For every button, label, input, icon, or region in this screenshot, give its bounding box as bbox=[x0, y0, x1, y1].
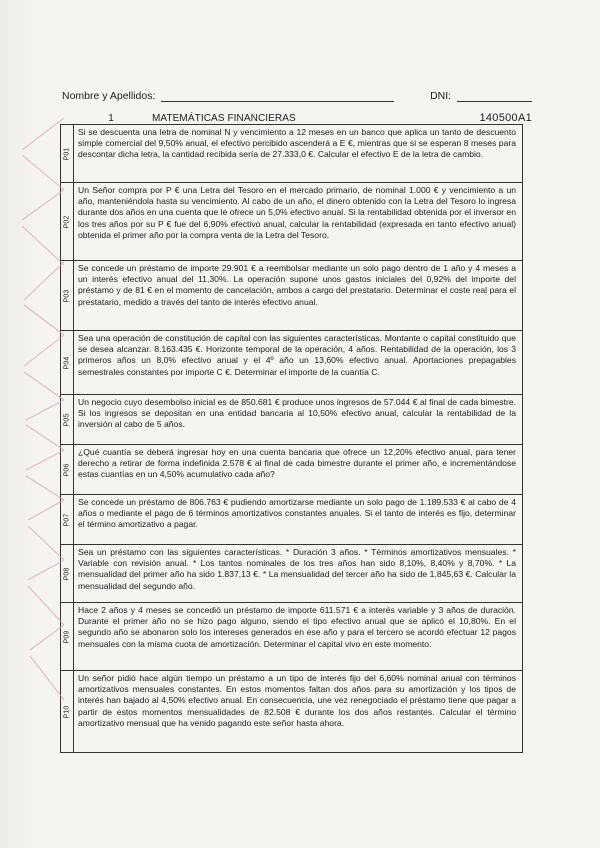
problem-text: Sea un préstamo con las siguientes características. * Duración 3 años. * Términos amortizativos mensuales. * Variable con revisión anual. * Los tantos nominales de los tres años han sido 8,10%, 8,40% y 8,70%. * La mensualidad del primer año ha sido 1.837,13 €. * La mensualidad del tercer año ha sido de 1.845,63 €. Calcular la mensualidad del segundo año. bbox=[78, 547, 516, 591]
problem-tag: P01 bbox=[61, 125, 74, 182]
problem-row bbox=[61, 495, 522, 545]
subject-title: MATEMÁTICAS FINANCIERAS bbox=[152, 112, 296, 124]
dni-field[interactable] bbox=[457, 89, 532, 102]
problem-text: Un señor pidió hace algún tiempo un préstamo a un tipo de interés fijo del 6,60% nominal anual con términos amortizativos mensuales constantes. En estos momentos faltan dos años para su amortización y los tipos de interés han bajado al 4,50% efectivo anual. En consecuencia, une vez renegociado el préstamo tiene que pagar a partir de estos momentos mensualidades de 82.508 € durante los dos años restantes. Calcular el término amortizativo mensual que ha venido pagando este señor hasta ahora. bbox=[78, 673, 516, 728]
problem-tag: P08 bbox=[61, 545, 74, 602]
problem-tag: P09 bbox=[61, 603, 74, 670]
problem-tag: P04 bbox=[61, 331, 74, 394]
problem-row bbox=[61, 125, 522, 183]
problem-tag: P05 bbox=[61, 395, 74, 444]
name-label: Nombre y Apellidos: bbox=[62, 90, 156, 102]
problem-text: Hace 2 años y 4 meses se concedió un préstamo de importe 611.571 € a interés variable y 3 años de duración. Durante el primer año no se hizo pago alguno, siendo el tipo efectivo anual que se aplicó el 10,80%. En el segundo año se abonaron solo los intereses generados en ese año y para el tercero se acordó efectuar 12 pagos mensuales con la misma cuota de amortización. Determinar el capital vivo en este momento. bbox=[78, 605, 516, 649]
problem-tag: P03 bbox=[61, 261, 74, 330]
problem-row bbox=[61, 671, 522, 753]
problem-tag: P06 bbox=[61, 445, 74, 494]
problem-row bbox=[61, 261, 522, 331]
problem-text: Un negocio cuyo desembolso inicial es de 850.681 € produce unos ingresos de 57.044 € al final de cada bimestre. Si los ingresos se depositan en una entidad bancaria al 10,50% efectivo anual, calcular la rentabilidad de la inversión al cabo de 5 años. bbox=[78, 397, 516, 430]
problem-text: Si se descuenta una letra de nominal N y vencimiento a 12 meses en un banco que aplica un tanto de descuento simple comercial del 9,50% anual, el efectivo percibido ascenderá a E €, mientras que si se esperan 8 meses para descontar dicha letra, la cantidad recibida sería de 27.333,0 €. Calcular el efectivo E de la letra de cambio. bbox=[78, 127, 516, 160]
problem-text: Se concede un préstamo de 806.763 € pudiendo amortizarse mediante un solo pago de 1.189.533 € al cabo de 4 años o mediante el pago de 6 términos amortizativos constantes anuales. Si el tanto de interés es fijo, determinar el término amortizativo a pagar. bbox=[78, 497, 516, 530]
problem-row bbox=[61, 603, 522, 671]
problem-row bbox=[61, 395, 522, 445]
problem-row bbox=[61, 183, 522, 261]
exam-subheader bbox=[62, 111, 532, 125]
exam-code: 140500A1 bbox=[479, 112, 532, 124]
problem-tag: P02 bbox=[61, 183, 74, 260]
problem-tag: P07 bbox=[61, 495, 74, 544]
exam-number: 1 bbox=[108, 112, 114, 124]
problems-table bbox=[60, 124, 523, 753]
problem-text: ¿Qué cuantía se deberá ingresar hoy en una cuenta bancaria que ofrece un 12,20% efectivo anual, para tener derecho a retirar de forma indefinida 2.578 € al final de cada bimestre durante el primer año, e incrementándose estas cuantías en un 4,50% acumulativo cada año? bbox=[78, 447, 516, 480]
problem-text: Sea una operación de constitución de capital con las siguientes características. Montante o capital constituido que se desea alcanzar. 8.163.435 €. Horizonte temporal de la operación, 4 años. Rentabilidad de la operación, los 3 primeros años un 8,0% efectivo anual y el 4º año un 13,60% efectivo anual. Aportaciones prepagables semestrales constantes por importe C €. Determinar el importe de la cuantía C. bbox=[78, 333, 516, 377]
problem-text: Un Señor compra por P € una Letra del Tesoro en el mercado primario, de nominal 1.000 € y vencimiento a un año, manteniéndola hasta su vencimiento. Al cabo de un año, el dinero obtenido con la Letra del Tesoro lo ingresa durante dos años en una cuenta que le ofrece un 5,0% efectivo anual. Si la rentabilidad obtenida por el inversor en los tres años por su P € fue del 6,90% efectivo anual, calcular la rentabilidad (expresada en tanto efectivo anual) obtenida el primer año por la compra venta de la Letra del Tesoro. bbox=[78, 185, 516, 240]
problem-row bbox=[61, 445, 522, 495]
problem-text: Se concede un préstamo de importe 29.901 € a reembolsar mediante un solo pago dentro de 1 año y 4 meses a un interés efectivo anual del 11,30%. La operación supone unos gastos iniciales del 0,92% del importe del préstamo y de 81 € en el momento de cancelación, ambos a cargo del prestatario. Determinar el coste real para el prestatario, medido a través del tanto de interés efectivo anual. bbox=[78, 263, 516, 307]
problem-row bbox=[61, 331, 522, 395]
problem-row bbox=[61, 545, 522, 603]
dni-label: DNI: bbox=[430, 90, 452, 102]
student-info-line bbox=[62, 80, 532, 102]
name-field[interactable] bbox=[161, 89, 394, 102]
problem-tag: P10 bbox=[61, 671, 74, 752]
